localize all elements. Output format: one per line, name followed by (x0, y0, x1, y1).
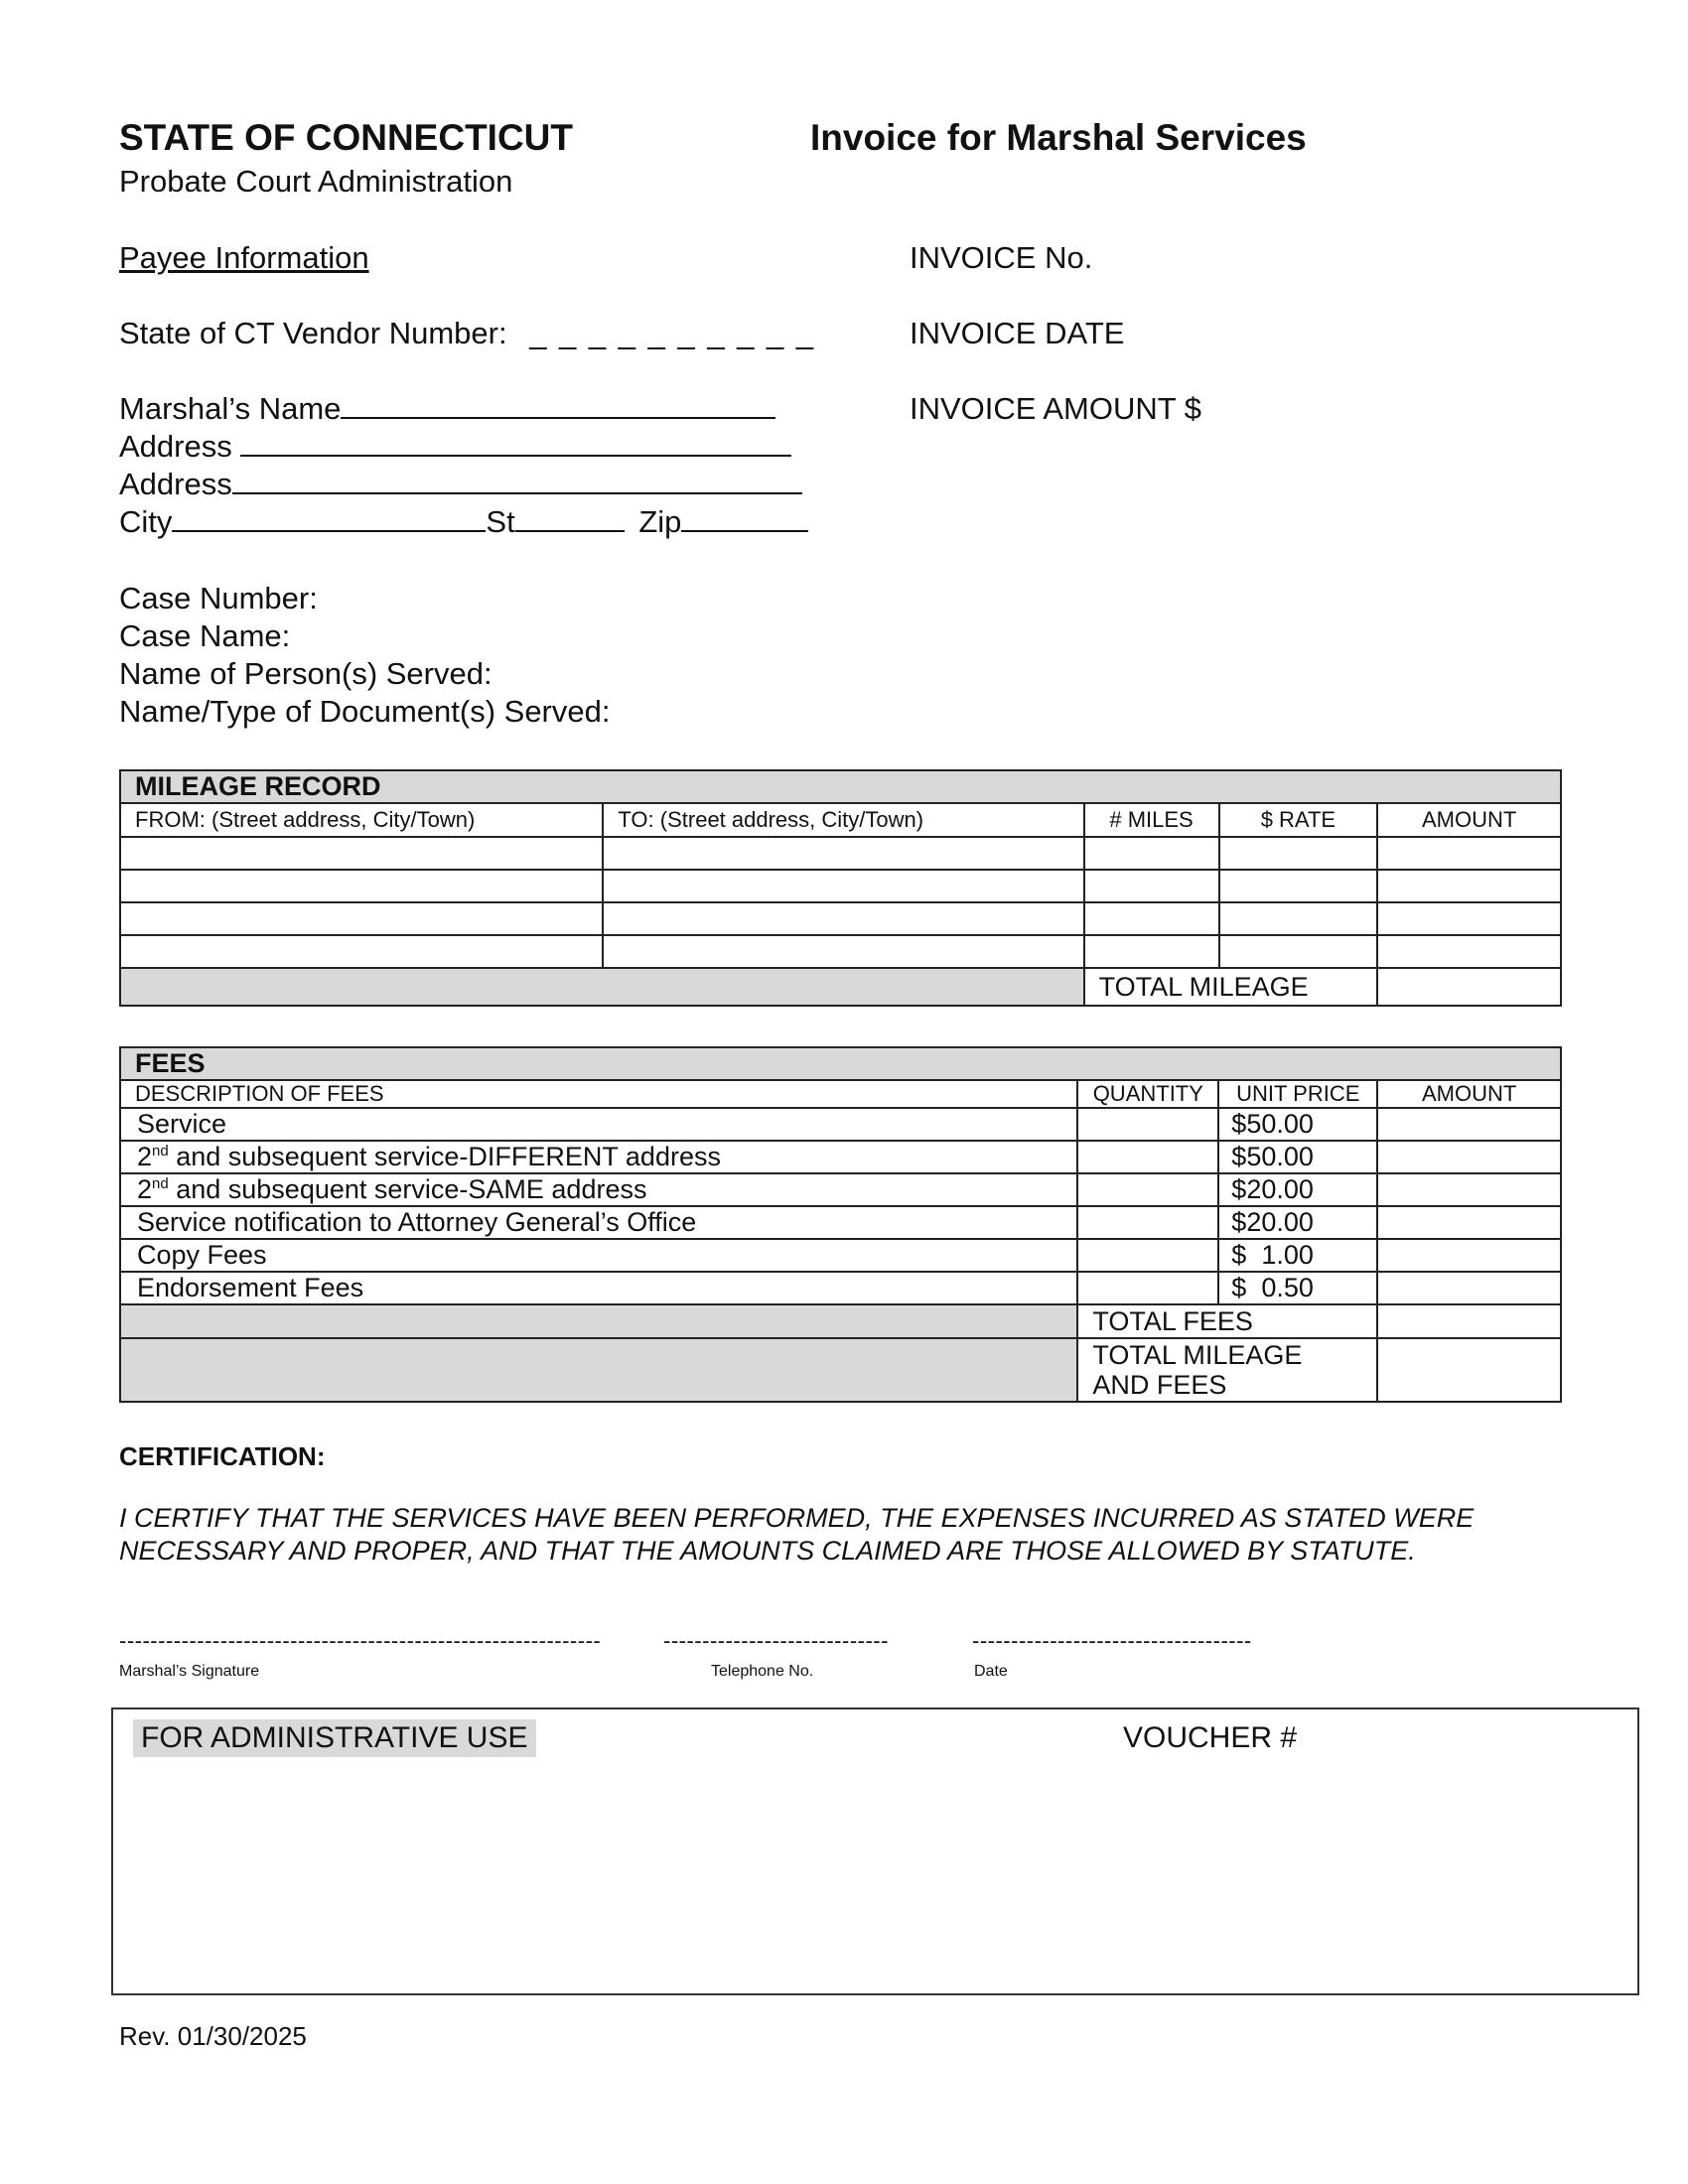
fee-quantity-cell[interactable] (1077, 1206, 1218, 1239)
documents-served-label: Name/Type of Document(s) Served: (119, 694, 611, 729)
mileage-to-cell[interactable] (603, 902, 1083, 935)
persons-served-label: Name of Person(s) Served: (119, 656, 492, 691)
fee-description-text: 2 (137, 1174, 153, 1204)
fee-description (120, 1173, 1077, 1206)
mileage-miles-cell[interactable] (1084, 870, 1219, 902)
city-label: City (119, 504, 173, 539)
total-mileage-label: TOTAL MILEAGE (1084, 968, 1378, 1006)
fee-amount-cell[interactable] (1377, 1272, 1561, 1304)
fee-row (120, 1206, 1561, 1239)
fee-row (120, 1239, 1561, 1272)
state-title: STATE OF CONNECTICUT (119, 117, 573, 158)
revision-date: Rev. 01/30/2025 (119, 2021, 307, 2051)
fee-quantity-cell[interactable] (1077, 1108, 1218, 1141)
address-row-1 (119, 429, 791, 465)
mileage-title: MILEAGE RECORD (120, 770, 1561, 803)
zip-label: Zip (638, 504, 682, 539)
certification-text: I CERTIFY THAT THE SERVICES HAVE BEEN PERFORMED, THE EXPENSES INCURRED AS STATED WERE NECESSARY AND PROPER, AND THAT THE AMOUNTS CLAIMED ARE THOSE ALLOWED BY STATUTE. (119, 1503, 1475, 1566)
mileage-rate-cell[interactable] (1219, 837, 1378, 870)
mileage-row (120, 935, 1561, 968)
city-field[interactable] (172, 504, 486, 532)
mileage-row (120, 837, 1561, 870)
administrative-use-box (111, 1707, 1639, 1995)
mileage-total-shade (120, 968, 1084, 1006)
fee-description (120, 1239, 1077, 1272)
fees-col-quantity: QUANTITY (1077, 1080, 1218, 1108)
fee-quantity-cell[interactable] (1077, 1272, 1218, 1304)
date-line[interactable]: ------------------------------------ (972, 1628, 1252, 1653)
address-row-2 (119, 467, 802, 502)
mileage-amount-cell[interactable] (1377, 837, 1561, 870)
fees-col-amount: AMOUNT (1377, 1080, 1561, 1108)
marshal-signature-label: Marshal’s Signature (119, 1663, 260, 1680)
mileage-to-cell[interactable] (603, 935, 1083, 968)
mileage-table (119, 769, 1562, 1007)
city-state-zip-row (119, 504, 808, 540)
mileage-from-cell[interactable] (120, 870, 603, 902)
address-label-2: Address (119, 467, 232, 501)
fees-col-unit-price: UNIT PRICE (1218, 1080, 1377, 1108)
mileage-col-miles: # MILES (1084, 803, 1219, 837)
fee-description-sup: nd (152, 1143, 169, 1160)
date-label: Date (974, 1663, 1008, 1680)
fees-title: FEES (120, 1047, 1561, 1080)
fee-unit-price: $50.00 (1218, 1141, 1377, 1173)
fee-description-text: Service notification to Attorney General’s Office (137, 1207, 697, 1237)
certification-heading: CERTIFICATION: (119, 1441, 326, 1471)
department-name: Probate Court Administration (119, 164, 513, 199)
fees-col-description: DESCRIPTION OF FEES (120, 1080, 1077, 1108)
fee-unit-price: $50.00 (1218, 1108, 1377, 1141)
mileage-to-cell[interactable] (603, 870, 1083, 902)
fee-amount-cell[interactable] (1377, 1206, 1561, 1239)
fee-amount-cell[interactable] (1377, 1239, 1561, 1272)
vendor-number-label: State of CT Vendor Number: (119, 316, 507, 350)
payee-heading: Payee Information (119, 240, 369, 275)
mileage-total-row (120, 968, 1561, 1006)
mileage-col-to: TO: (Street address, City/Town) (603, 803, 1083, 837)
fee-description-text: Service (137, 1109, 227, 1139)
mileage-rate-cell[interactable] (1219, 902, 1378, 935)
fee-description-sup: nd (152, 1175, 169, 1192)
mileage-to-cell[interactable] (603, 837, 1083, 870)
fee-unit-price: $20.00 (1218, 1206, 1377, 1239)
fee-amount-cell[interactable] (1377, 1108, 1561, 1141)
fee-unit-price: $ 1.00 (1218, 1239, 1377, 1272)
fee-row (120, 1108, 1561, 1141)
marshal-name-row (119, 391, 775, 427)
mileage-from-cell[interactable] (120, 902, 603, 935)
invoice-date-label: INVOICE DATE (910, 316, 1125, 350)
mileage-from-cell[interactable] (120, 935, 603, 968)
fee-description-text: 2 (137, 1142, 153, 1171)
mileage-miles-cell[interactable] (1084, 935, 1219, 968)
marshal-signature-line[interactable]: -------------------------------------------------------------- (119, 1628, 602, 1653)
fee-description-text: Copy Fees (137, 1240, 267, 1270)
voucher-label: VOUCHER # (1123, 1721, 1298, 1754)
state-label: St (486, 504, 515, 539)
case-number-label: Case Number: (119, 581, 318, 615)
fee-row (120, 1173, 1561, 1206)
total-mileage-fees-line2: AND FEES (1092, 1370, 1227, 1400)
fee-description (120, 1206, 1077, 1239)
mileage-miles-cell[interactable] (1084, 837, 1219, 870)
fees-table (119, 1046, 1562, 1403)
form-title: Invoice for Marshal Services (810, 117, 1307, 158)
mileage-rate-cell[interactable] (1219, 935, 1378, 968)
vendor-number-blanks[interactable]: _ _ _ _ _ _ _ _ _ _ (529, 316, 816, 350)
fee-quantity-cell[interactable] (1077, 1141, 1218, 1173)
address-field-1[interactable] (240, 429, 791, 457)
total-mileage-fees-shade (120, 1338, 1077, 1402)
invoice-amount-label: INVOICE AMOUNT $ (910, 391, 1201, 426)
marshal-name-field[interactable] (341, 391, 775, 419)
fee-amount-cell[interactable] (1377, 1173, 1561, 1206)
telephone-label: Telephone No. (711, 1663, 814, 1680)
mileage-rate-cell[interactable] (1219, 870, 1378, 902)
mileage-row (120, 870, 1561, 902)
fee-description-rest: and subsequent service-DIFFERENT address (168, 1142, 721, 1171)
fee-description (120, 1108, 1077, 1141)
address-field-2[interactable] (232, 467, 802, 494)
total-mileage-cell[interactable] (1377, 968, 1561, 1006)
marshal-name-label: Marshal’s Name (119, 391, 342, 426)
fees-header-row (120, 1080, 1561, 1108)
mileage-col-amount: AMOUNT (1377, 803, 1561, 837)
mileage-header-row (120, 803, 1561, 837)
telephone-line[interactable]: ----------------------------- (663, 1628, 889, 1653)
mileage-miles-cell[interactable] (1084, 902, 1219, 935)
total-mileage-fees-cell[interactable] (1377, 1338, 1561, 1402)
fee-quantity-cell[interactable] (1077, 1239, 1218, 1272)
total-fees-row (120, 1304, 1561, 1338)
fee-description (120, 1141, 1077, 1173)
fee-unit-price: $20.00 (1218, 1173, 1377, 1206)
fee-quantity-cell[interactable] (1077, 1173, 1218, 1206)
mileage-col-from: FROM: (Street address, City/Town) (120, 803, 603, 837)
mileage-row (120, 902, 1561, 935)
zip-field[interactable] (681, 504, 808, 532)
invoice-number-label: INVOICE No. (910, 240, 1093, 275)
fee-row (120, 1141, 1561, 1173)
mileage-amount-cell[interactable] (1377, 870, 1561, 902)
mileage-amount-cell[interactable] (1377, 902, 1561, 935)
fee-unit-price: $ 0.50 (1218, 1272, 1377, 1304)
total-mileage-fees-line1: TOTAL MILEAGE (1092, 1340, 1303, 1370)
fee-description-text: Endorsement Fees (137, 1273, 364, 1302)
mileage-col-rate: $ RATE (1219, 803, 1378, 837)
total-fees-cell[interactable] (1377, 1304, 1561, 1338)
total-mileage-fees-row (120, 1338, 1561, 1402)
address-label-1: Address (119, 429, 232, 464)
total-mileage-fees-label (1077, 1338, 1377, 1402)
fee-description-rest: and subsequent service-SAME address (168, 1174, 647, 1204)
state-field[interactable] (515, 504, 625, 532)
fee-row (120, 1272, 1561, 1304)
case-name-label: Case Name: (119, 618, 291, 653)
fee-description (120, 1272, 1077, 1304)
administrative-use-label: FOR ADMINISTRATIVE USE (133, 1719, 536, 1757)
total-fees-label: TOTAL FEES (1077, 1304, 1377, 1338)
mileage-amount-cell[interactable] (1377, 935, 1561, 968)
fee-amount-cell[interactable] (1377, 1141, 1561, 1173)
vendor-number-row (119, 316, 815, 351)
mileage-from-cell[interactable] (120, 837, 603, 870)
total-fees-shade (120, 1304, 1077, 1338)
